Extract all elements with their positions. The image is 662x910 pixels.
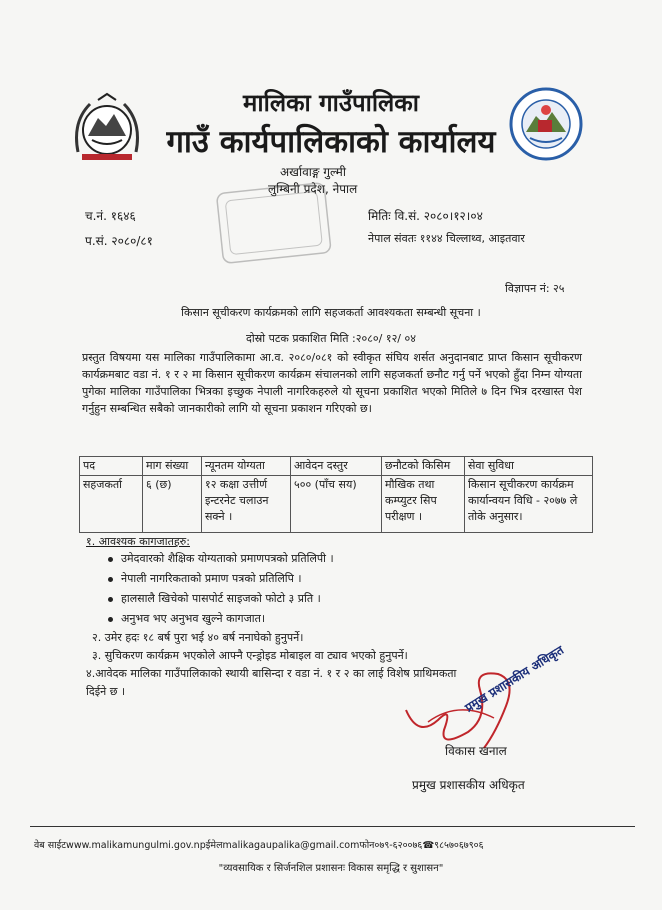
office-title: गाउँ कार्यपालिकाको कार्यालय [166, 124, 496, 160]
second-publish-date: दोस्रो पटक प्रकाशित मिति :२०८०/ १२/ ०४ [246, 332, 416, 345]
office-stamp [214, 180, 334, 270]
col-facility: सेवा सुविधा [465, 457, 593, 476]
cell-facility: किसान सूचीकरण कार्यक्रम कार्यान्वयन विधि - २०७७ ले तोके अनुसार। [465, 476, 593, 533]
cell-post: सहजकर्ता [80, 476, 143, 533]
address-line-2: लुम्बिनी प्रदेश, नेपाल [268, 182, 358, 196]
footer-slogan: "व्यवसायिक र सिर्जनशिल प्रशासनः विकास समृद्धि र सुशासन" [218, 863, 444, 874]
footer-divider [30, 826, 635, 827]
col-fee: आवेदन दस्तुर [291, 457, 382, 476]
requirements-heading: १. आवश्यक कागजातहरु: [86, 535, 190, 548]
bullet-icon [108, 577, 113, 582]
priority-note: ४.आवेदक मालिका गाउँपालिकाको स्थायी बासिन्दा र वडा नं. १ र २ का लाई विशेष प्राथिमकता [86, 667, 457, 680]
bullet-icon [108, 557, 113, 562]
col-qualification: न्यूनतम योग्यता [202, 457, 291, 476]
age-requirement: २. उमेर हदः १८ बर्ष पुरा भई ४० बर्ष ननाघेको हुनुपर्ने। [92, 631, 304, 644]
device-requirement: ३. सुचिकरण कार्यक्रम भएकोले आफ्नै एन्ड्रोइड मोबाइल वा ट्याव भएको हुनुपर्ने। [92, 649, 408, 662]
footer-contact: वेब साईटwww.malikamungulmi.gov.npईमेलmalikagaupalika@gmail.comफोन०७९-६२००७६☎९८५७०६७९०६ [34, 840, 484, 851]
signatory-designation: प्रमुख प्रशासकीय अधिकृत [412, 778, 525, 792]
letter-date: मितिः वि.सं. २०८०।१२।०४ [368, 209, 483, 223]
col-post: पद [80, 457, 143, 476]
table-row [80, 476, 593, 533]
notice-paragraph: प्रस्तुत विषयमा यस मालिका गाउँपालिकामा आ.व. २०८०/०८१ को स्वीकृत संघिय शर्सत अनुदानबाट प्राप्त किसान सूचीकरण कार्यक्रमबाट वडा नं. १ र २ मा किसान सूचीकरण कार्यक्रम संचालनको लागि सहजकर्ता छनौट गर्नु पर्ने भएको हुँदा निम्न योग्यता पुगेका मालिका गाउँपालिका भित्रका इच्छुक नेपाली नागरिकहरुले यो सूचना प्रकाशित भएको मितिले ७ दिन भित्र दरखास्त पेश गर्नुहुन सम्बन्धित सबैको जानकारीको लागि यो सूचना प्रकाशन गरिएको छ। [82, 351, 582, 415]
signatory-name: विकास खनाल [445, 744, 507, 758]
signature-stamp: प्रमुख प्रशासकीय अधिकृत [462, 642, 567, 715]
col-demand: माग संख्या [143, 457, 202, 476]
table-header-row [80, 457, 593, 476]
dispatch-number: च.नं. १६४६ [85, 209, 136, 223]
list-item: अनुभव भए अनुभव खुल्ने कागजात। [108, 611, 265, 626]
notice-number: विज्ञापन नं: २५ [505, 282, 565, 295]
vacancy-table [79, 456, 593, 533]
municipality-name: मालिका गाउँपालिका [243, 89, 419, 117]
bullet-icon [108, 597, 113, 602]
bullet-icon [108, 617, 113, 622]
cell-selection: मौखिक तथा कम्प्युटर सिप परीक्षण । [382, 476, 465, 533]
cell-qualification: १२ कक्षा उत्तीर्ण इन्टरनेट चलाउन सक्ने । [202, 476, 291, 533]
priority-note-cont: दिईने छ । [86, 685, 126, 698]
list-item: नेपाली नागरिकताको प्रमाण पत्रको प्रतिलिपि । [108, 571, 302, 586]
list-item: हालसालै खिचेको पासपोर्ट साइजको फोटो ३ प्रति । [108, 591, 321, 606]
col-selection: छनौटको किसिम [382, 457, 465, 476]
list-item: उमेदवारको शैक्षिक योग्यताको प्रमाणपत्रको प्रतिलिपी । [108, 551, 334, 566]
cell-demand: ६ (छ) [143, 476, 202, 533]
cell-fee: ५०० (पाँच सय) [291, 476, 382, 533]
nepal-sambat-date: नेपाल संवतः ११४४ चिल्लाथ्व, आइतवार [368, 232, 525, 245]
notice-title: किसान सूचीकरण कार्यक्रमको लागि सहजकर्ता आवश्यकता सम्बन्धी सूचना । [181, 306, 481, 319]
fiscal-year: प.सं. २०८०/८१ [85, 234, 153, 248]
address-line-1: अर्खावाङ्ग गुल्मी [280, 165, 346, 179]
